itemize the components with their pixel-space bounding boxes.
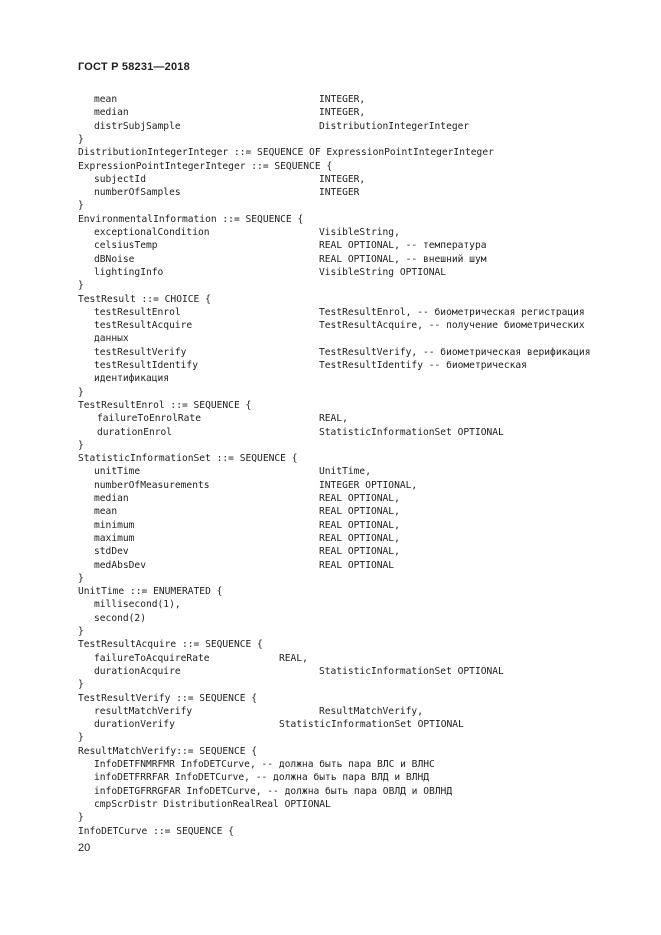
code-type: INTEGER OPTIONAL, xyxy=(319,479,418,491)
code-line xyxy=(0,306,661,319)
code-line xyxy=(0,173,661,186)
code-text: numberOfMeasurements xyxy=(94,479,210,491)
code-line xyxy=(0,439,661,452)
page-number: 20 xyxy=(78,842,91,854)
code-text: DistributionIntegerInteger ::= SEQUENCE OF ExpressionPointIntegerInteger xyxy=(78,147,494,159)
code-line xyxy=(0,545,661,558)
code-text: numberOfSamples xyxy=(94,187,181,199)
code-line xyxy=(0,705,661,718)
code-type: StatisticInformationSet OPTIONAL xyxy=(279,719,464,731)
code-text: ResultMatchVerify::= SEQUENCE { xyxy=(78,745,258,757)
code-type: StatisticInformationSet OPTIONAL xyxy=(319,665,504,677)
code-line xyxy=(0,585,661,598)
code-line xyxy=(0,825,661,838)
document-header: ГОСТ Р 58231—2018 xyxy=(78,61,190,73)
code-text: } xyxy=(78,679,84,691)
code-line xyxy=(0,718,661,731)
code-line xyxy=(0,293,661,306)
code-line xyxy=(0,266,661,279)
code-type: DistributionIntegerInteger xyxy=(319,120,470,132)
code-type: VisibleString, xyxy=(319,227,400,238)
code-type: INTEGER, xyxy=(319,94,366,105)
code-type: REAL OPTIONAL, xyxy=(319,532,400,544)
code-text: celsiusTemp xyxy=(94,240,158,252)
code-text: durationEnrol xyxy=(97,426,173,438)
code-text: median xyxy=(94,107,129,119)
code-type: TestResultEnrol, -- биометрическая регистрация xyxy=(319,306,585,318)
code-line xyxy=(0,133,661,146)
code-line xyxy=(0,758,661,771)
code-line xyxy=(0,120,661,133)
code-line xyxy=(0,199,661,212)
code-type: TestResultIdentify -- биометрическая xyxy=(319,360,527,371)
code-line xyxy=(0,279,661,292)
code-line xyxy=(0,638,661,651)
code-text: EnvironmentalInformation ::= SEQUENCE { xyxy=(78,213,304,225)
code-line xyxy=(0,465,661,478)
code-line xyxy=(0,186,661,199)
code-type: REAL, xyxy=(279,652,308,664)
code-text: } xyxy=(78,732,84,744)
code-text: dBNoise xyxy=(94,253,135,265)
code-line xyxy=(0,745,661,758)
code-text: testResultIdentify xyxy=(94,360,198,371)
code-type: TestResultAcquire, -- получение биометрических xyxy=(319,320,585,332)
code-type: REAL OPTIONAL xyxy=(319,559,395,571)
code-line xyxy=(0,492,661,505)
code-line xyxy=(0,559,661,572)
code-text: distrSubjSample xyxy=(94,120,181,132)
code-line xyxy=(0,652,661,665)
code-line xyxy=(0,665,661,678)
code-text: TestResult ::= CHOICE { xyxy=(78,293,211,305)
code-line xyxy=(0,372,661,385)
code-line xyxy=(0,332,661,345)
code-type: REAL OPTIONAL, -- температура xyxy=(319,240,487,252)
code-type: INTEGER, xyxy=(319,173,366,185)
code-text: TestResultVerify ::= SEQUENCE { xyxy=(78,692,258,704)
code-text: medAbsDev xyxy=(94,559,146,571)
code-type: ResultMatchVerify, xyxy=(319,705,423,717)
code-line xyxy=(0,692,661,705)
code-line xyxy=(0,452,661,465)
code-text: UnitTime ::= ENUMERATED { xyxy=(78,586,223,598)
code-text: infoDETGFRRGFAR InfoDETCurve, -- должна быть пара ОВЛД и ОВЛНД xyxy=(94,785,453,797)
code-type: VisibleString OPTIONAL xyxy=(319,266,447,278)
code-text: subjectId xyxy=(94,173,146,185)
code-type: UnitTime, xyxy=(319,466,371,478)
code-text: testResultAcquire xyxy=(94,320,193,332)
code-type: REAL OPTIONAL, xyxy=(319,546,400,558)
code-text: millisecond(1), xyxy=(94,599,181,611)
code-line xyxy=(0,412,661,425)
code-line xyxy=(0,253,661,266)
code-text: } xyxy=(78,439,84,451)
code-text: } xyxy=(78,386,84,398)
code-text: lightingInfo xyxy=(94,266,164,278)
code-text: durationAcquire xyxy=(94,665,181,677)
code-text: cmpScrDistr DistributionRealReal OPTIONAL xyxy=(94,798,331,810)
code-line xyxy=(0,93,661,106)
code-type: StatisticInformationSet OPTIONAL xyxy=(319,426,504,438)
code-text: TestResultEnrol ::= SEQUENCE { xyxy=(78,399,252,411)
code-text: StatisticInformationSet ::= SEQUENCE { xyxy=(78,453,298,465)
code-text: maximum xyxy=(94,532,135,544)
code-type: REAL OPTIONAL, xyxy=(319,506,400,518)
code-line xyxy=(0,771,661,784)
code-line xyxy=(0,426,661,439)
code-type: REAL OPTIONAL, -- внешний шум xyxy=(319,253,487,265)
code-type: TestResultVerify, -- биометрическая верификация xyxy=(319,346,591,358)
code-text: exceptionalCondition xyxy=(94,227,210,238)
code-line xyxy=(0,239,661,252)
code-type: REAL, xyxy=(319,413,348,425)
code-text: mean xyxy=(94,506,118,518)
code-line xyxy=(0,106,661,119)
code-type: INTEGER, xyxy=(319,107,366,119)
code-line xyxy=(0,505,661,518)
code-text: resultMatchVerify xyxy=(94,705,193,717)
code-text: TestResultAcquire ::= SEQUENCE { xyxy=(78,639,263,651)
code-line xyxy=(0,319,661,332)
code-text: ExpressionPointIntegerInteger ::= SEQUENCE { xyxy=(78,160,333,172)
code-line xyxy=(0,146,661,159)
code-line xyxy=(0,213,661,226)
code-line xyxy=(0,386,661,399)
code-line xyxy=(0,612,661,625)
code-text: } xyxy=(78,626,84,637)
code-text: } xyxy=(78,133,84,145)
code-line xyxy=(0,519,661,532)
code-text: InfoDETFNMRFMR InfoDETCurve, -- должна быть пара ВЛС и ВЛНС xyxy=(94,759,435,770)
code-type: REAL OPTIONAL, xyxy=(319,519,400,531)
code-text: unitTime xyxy=(94,466,141,478)
code-line xyxy=(0,226,661,239)
code-text: minimum xyxy=(94,519,135,531)
code-line xyxy=(0,160,661,173)
code-line xyxy=(0,479,661,492)
code-line xyxy=(0,731,661,744)
code-text: } xyxy=(78,280,84,292)
code-type: REAL OPTIONAL, xyxy=(319,493,400,504)
code-line xyxy=(0,359,661,372)
code-line xyxy=(0,811,661,824)
code-text: идентификация xyxy=(94,373,170,385)
code-text: stdDev xyxy=(94,546,129,558)
code-text: failureToEnrolRate xyxy=(97,413,201,425)
code-line xyxy=(0,598,661,611)
code-text: } xyxy=(78,200,84,212)
code-text: } xyxy=(78,812,84,824)
code-text: } xyxy=(78,572,84,584)
code-text: failureToAcquireRate xyxy=(94,652,210,664)
code-line xyxy=(0,625,661,638)
code-text: testResultEnrol xyxy=(94,306,181,318)
code-text: testResultVerify xyxy=(94,346,187,358)
code-text: median xyxy=(94,493,129,504)
code-text: данных xyxy=(94,333,129,345)
code-line xyxy=(0,399,661,412)
code-line xyxy=(0,798,661,811)
code-line xyxy=(0,785,661,798)
code-text: durationVerify xyxy=(94,719,175,731)
code-type: INTEGER xyxy=(319,187,360,199)
code-line xyxy=(0,678,661,691)
code-line xyxy=(0,532,661,545)
code-text: InfoDETCurve ::= SEQUENCE { xyxy=(78,825,234,837)
code-text: infoDETFRRFAR InfoDETCurve, -- должна быть пара ВЛД и ВЛНД xyxy=(94,772,430,784)
code-text: mean xyxy=(94,94,118,105)
code-line xyxy=(0,572,661,585)
code-text: second(2) xyxy=(94,612,146,624)
code-line xyxy=(0,346,661,359)
